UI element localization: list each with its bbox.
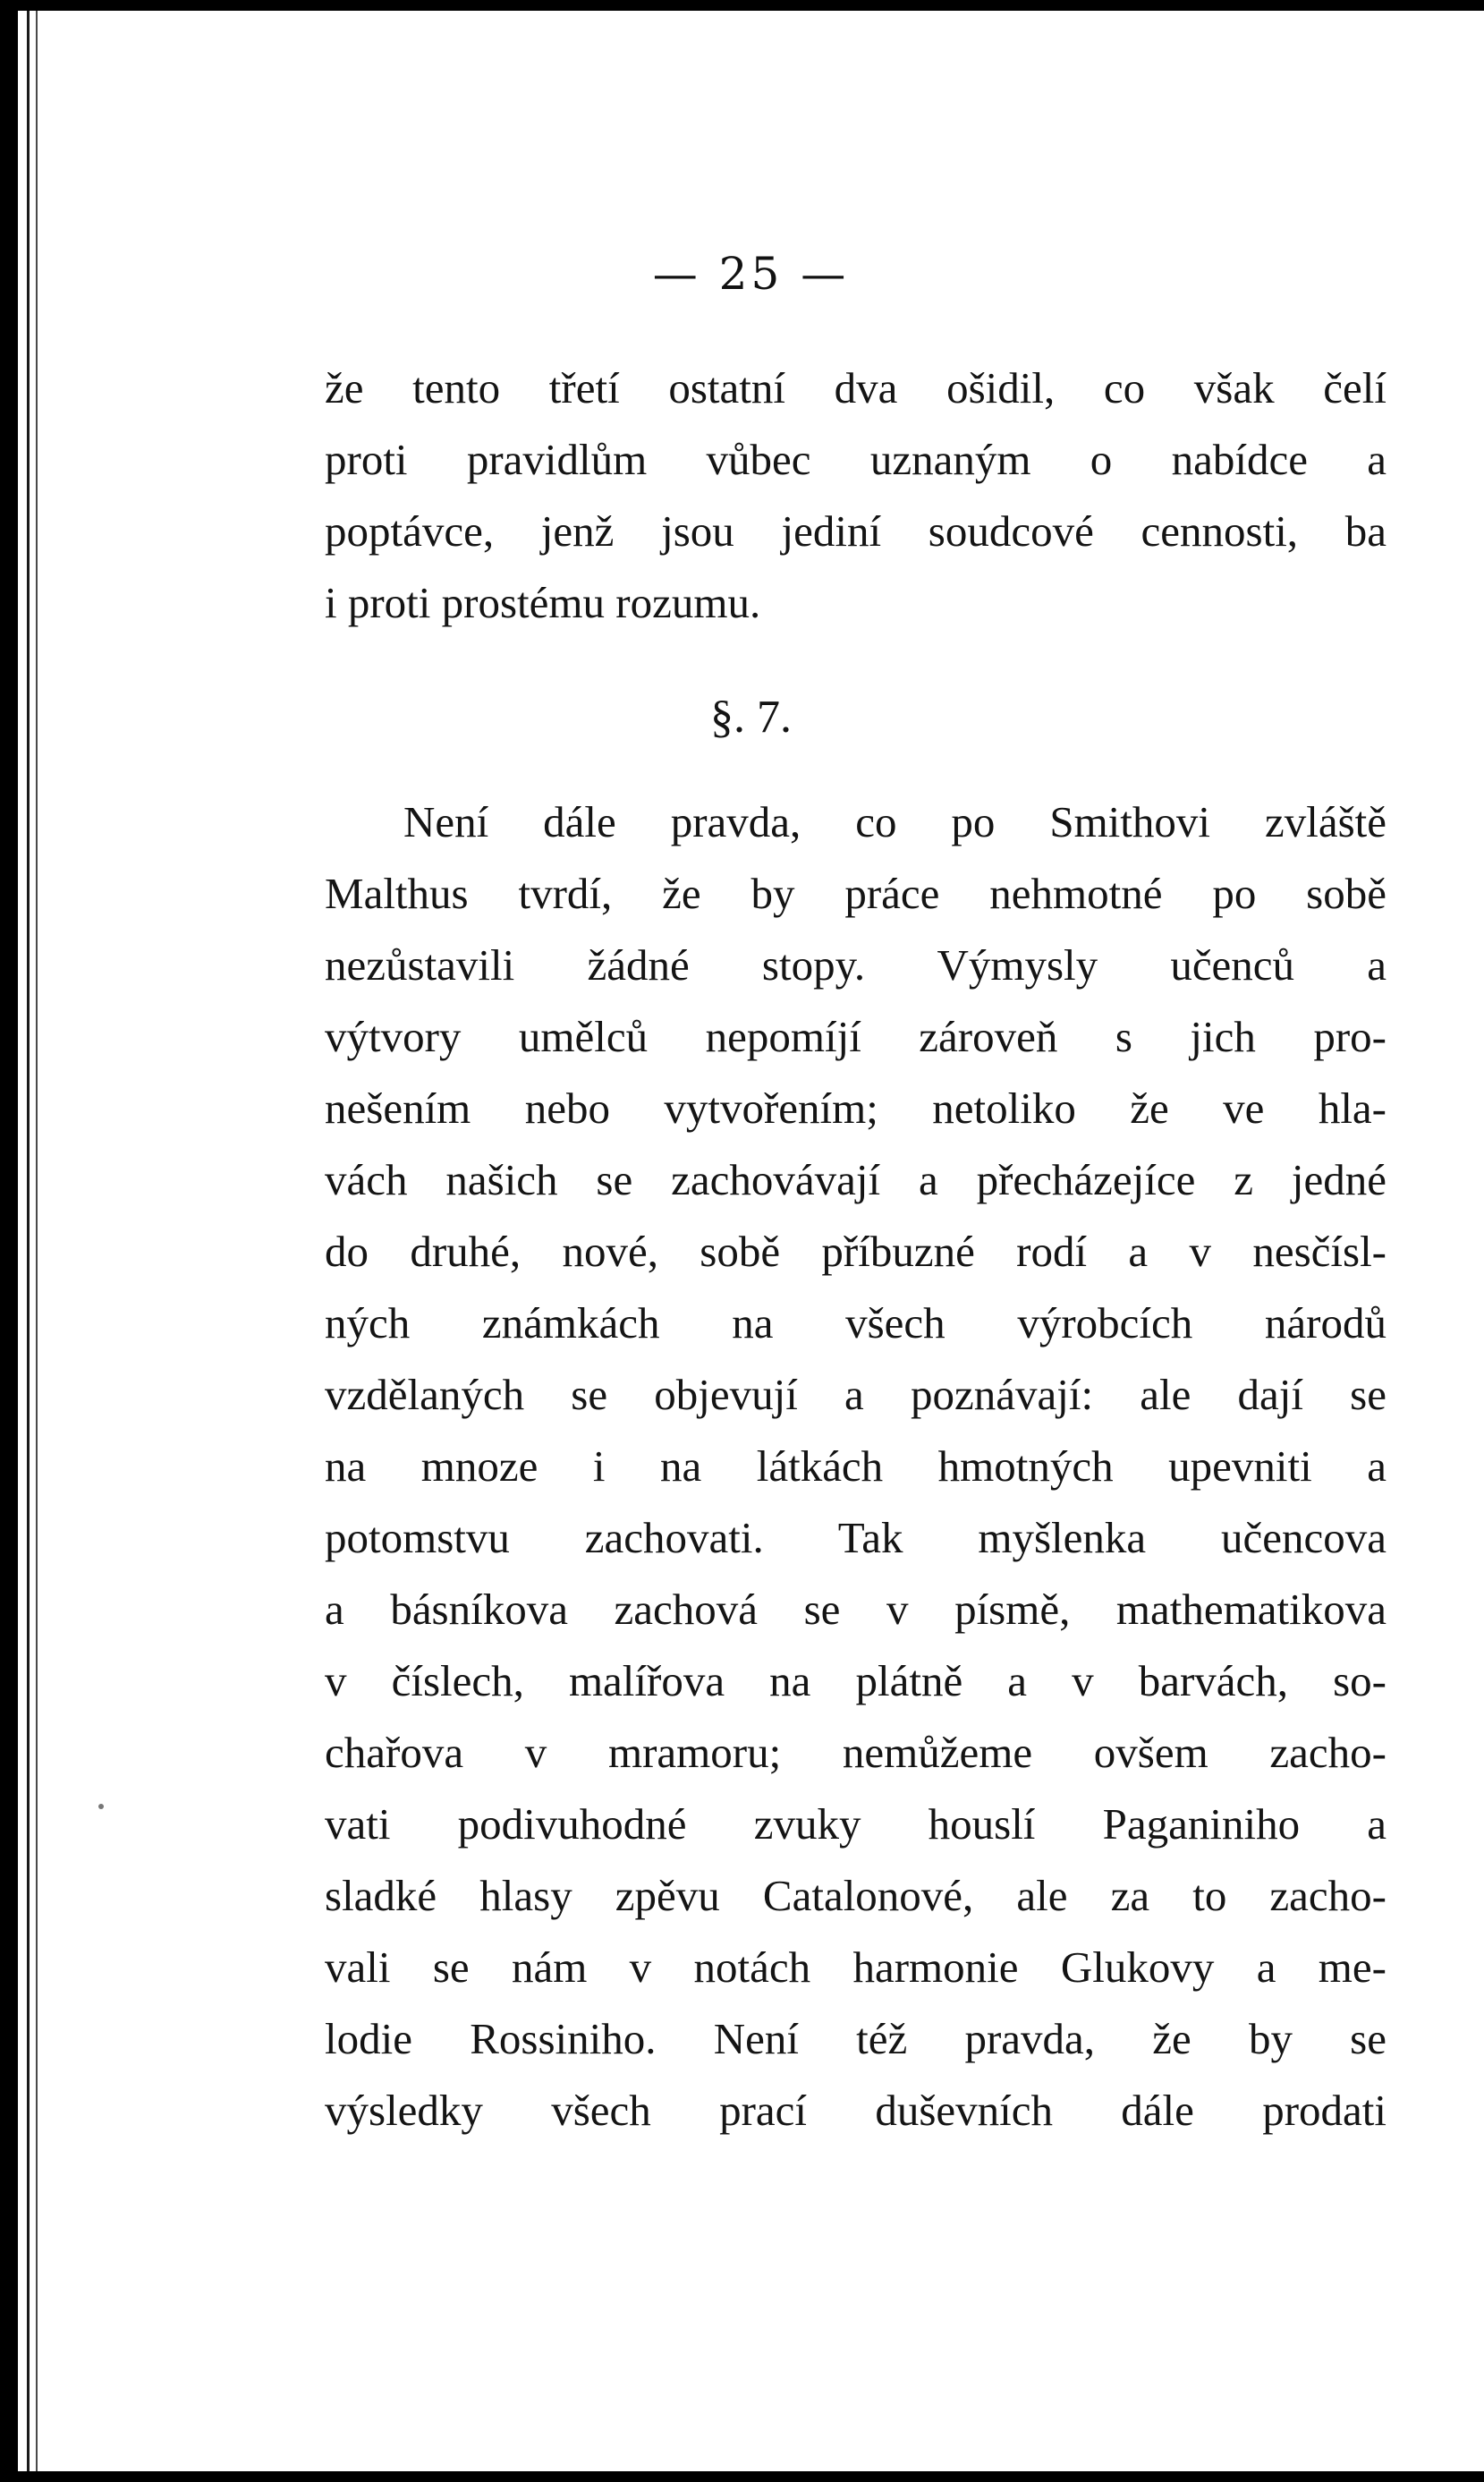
- binding-edge-inner: [36, 11, 38, 2471]
- text-line: v číslech, malířova na plátně a v barvách, so-: [325, 1656, 1386, 1705]
- text-line: poptávce, jenž jsou jediní soudcové cennosti, ba: [325, 506, 1386, 556]
- book-page: [18, 11, 1484, 2471]
- text-line: výsledky všech prací duševních dále prodati: [325, 2086, 1386, 2135]
- text-line: nezůstavili žádné stopy. Výmysly učenců a: [325, 940, 1386, 990]
- text-line: ných známkách na všech výrobcích národů: [325, 1298, 1386, 1347]
- text-line: vali se nám v notách harmonie Glukovy a me-: [325, 1942, 1386, 1992]
- text-line: a básníkova zachová se v písmě, mathematikova: [325, 1585, 1386, 1634]
- text-line: výtvory umělců nepomíjí zároveň s jich pro-: [325, 1012, 1386, 1061]
- text-line: Není dále pravda, co po Smithovi zvláště: [403, 797, 1386, 846]
- margin-speck: [98, 1804, 104, 1809]
- text-line: vati podivuhodné zvuky houslí Paganiniho a: [325, 1799, 1386, 1849]
- text-line: nešením nebo vytvořením; netoliko že ve hla-: [325, 1084, 1386, 1133]
- text-line: vzdělaných se objevují a poznávají: ale dají se: [325, 1370, 1386, 1419]
- text-line: proti pravidlům vůbec uznaným o nabídce a: [325, 435, 1386, 484]
- text-line: sladké hlasy zpěvu Catalonové, ale za to zacho-: [325, 1871, 1386, 1920]
- text-line: potomstvu zachovati. Tak myšlenka učencova: [325, 1513, 1386, 1562]
- paragraph-continuation: [325, 353, 1386, 639]
- text-line: do druhé, nové, sobě příbuzné rodí a v nesčísl-: [325, 1227, 1386, 1276]
- paragraph-section-7: [325, 786, 1386, 2146]
- text-line: chařova v mramoru; nemůžeme ovšem zacho-: [325, 1728, 1386, 1777]
- binding-edge: [27, 11, 30, 2471]
- text-line: Malthus tvrdí, že by práce nehmotné po sobě: [325, 869, 1386, 918]
- text-line: lodie Rossiniho. Není též pravda, že by se: [325, 2014, 1386, 2063]
- page-number: — 25 —: [652, 248, 850, 300]
- section-heading: §. 7.: [710, 692, 792, 743]
- text-line: vách našich se zachovávají a přecházejíce z jedné: [325, 1155, 1386, 1204]
- text-line: že tento třetí ostatní dva ošidil, co však čelí: [325, 363, 1386, 412]
- text-line: i proti prostému rozumu.: [325, 578, 761, 627]
- text-line: na mnoze i na látkách hmotných upevniti a: [325, 1441, 1386, 1491]
